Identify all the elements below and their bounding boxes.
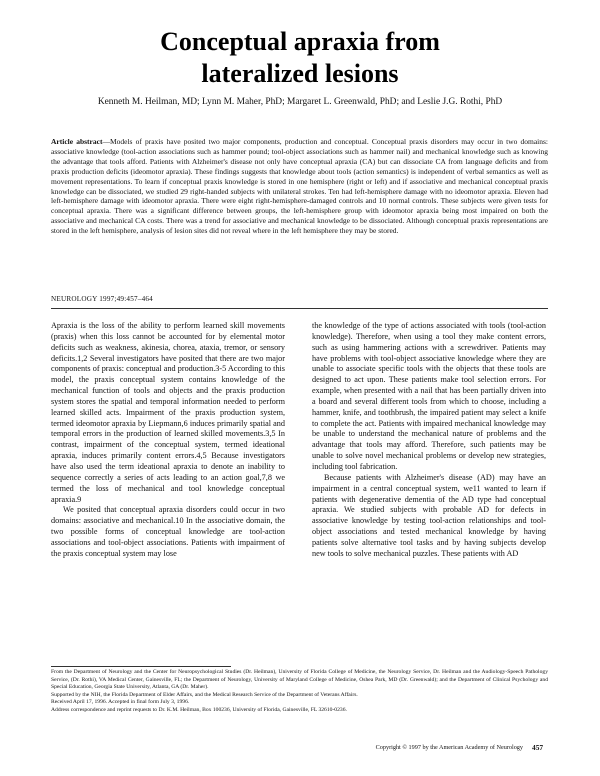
author-list: Kenneth M. Heilman, MD; Lynn M. Maher, PhD; Margaret L. Greenwald, PhD; and Leslie J.G. Rothi, PhD [97,97,503,107]
copyright-line: Copyright © 1997 by the American Academy of Neurology [375,744,523,751]
article-title [0,26,600,90]
page-number: 457 [532,743,544,752]
body-paragraph: Because patients with Alzheimer's disease (AD) may have an impairment in a central conceptual system, we11 wanted to learn if patients with degenerative dementia of the AD type had conceptual apraxia. We studied subjects with probable AD for defects in associative knowledge by testing tool-action relationships and tool-object associations and tested mechanical knowledge by having patients solve alternative tool tasks and by having subjects develop new tools to solve mechanical puzzles. These patients with AD [312,472,546,558]
footnote-support: Supported by the NIH, the Florida Department of Elder Affairs, and the Medical Research Service of the Department of Veterans Affairs. [51,691,358,698]
body-paragraph: the knowledge of the type of actions associated with tools (tool-action knowledge). Therefore, when using a tool they make content errors, such as using hammering actions with a screwdriver. Patients may have problems with tool-object associative knowledge where they are unable to associate specific tools with the objects that these tools are designed to act upon. These patients make tool selection errors. For example, when presented with a nail that has been partially driven into a board and several different tools from which to choose, including a hammer, knife, and toothbrush, the impaired patient may select a knife to complete the act. Patients with impaired mechanical knowledge may be unable to understand the mechanical nature of problems and the advantage that tools may afford. Therefore, such patients may be unable to solve novel mechanical problems or develop new strategies, including tool fabrication. [312,321,546,471]
abstract-divider [51,308,548,309]
body-column-left [51,321,285,560]
title-line-1: Conceptual apraxia from [160,27,440,56]
footnote-dates: Received April 17, 1996. Accepted in final form July 3, 1996. [51,699,190,706]
footnote-divider [51,666,231,667]
footnotes [51,669,548,715]
body-paragraph: Apraxia is the loss of the ability to perform learned skill movements (praxis) when this loss cannot be accounted for by elemental motor deficits such as weakness, akinesia, chorea, ataxia, tremor, or sensory deficits.1,2 Several investigators have posited that there are two major components of praxis: conceptual and production.3-5 According to this model, the praxis conceptual system contains knowledge of the mechanical function of tools and objects and the praxis production system stores the spatial and temporal information needed to perform learned skilled acts. Impairment of the praxis production system, termed ideomotor apraxia by Liepmann,6 induces primarily spatial and temporal errors in the production of learned skilled movements.3,5 In contrast, impairment of the conceptual system, termed ideational apraxia, induces primarily content errors.4,5 Because investigators have also used the term ideational apraxia to denote an inability to sequence correctly a series of acts leading to an action goal,7,8 we termed the loss of mechanical and tool knowledge conceptual apraxia.9 [51,321,285,504]
body-paragraph: We posited that conceptual apraxia disorders could occur in two domains: associative and mechanical.10 In the associative domain, the two possible forms of conceptual knowledge are tool-action associations and tool-object associations. Patients with impairment of the praxis conceptual system may lose [51,505,285,558]
journal-citation: NEUROLOGY 1997;49:457–464 [51,295,153,303]
footnote-correspondence: Address correspondence and reprint requests to Dr. K.M. Heilman, Box 100236, University of Florida, Gainesville, FL 32610-0236. [51,706,347,713]
abstract [51,137,548,236]
footnote-affiliations: From the Department of Neurology and the Center for Neuropsychological Studies (Dr. Heilman), University of Florida College of Medicine, the Neurology Service, Dr. Heilman and the Audiology-Speech Pathology Service, (Dr. Rothi), VA Medical Center, Gainesville, FL; the Department of Neurology, University of Maryland College of Medicine, Oshea Park, MD (Dr. Greenwald); and the Department of Clinical Psychology and Special Education, Georgia State University, Atlanta, GA (Dr. Maher). [51,669,548,691]
title-line-2: lateralized lesions [201,59,399,88]
abstract-text: —Models of praxis have posited two major components, production and conceptual. Conceptual praxis disorders may occur in two domains: associative knowledge (tool-action associations such as hammer pound; tool-object associations such as hammer nail) and mechanical knowledge such as knowing the advantage that tools afford. Patients with Alzheimer's disease not only have conceptual apraxia (CA) but can dissociate CA from language deficits and from praxis production deficits (ideomotor apraxia). These findings suggests that knowledge about tools (action semantics) is independent of verbal semantics as well as movement representations. To learn if conceptual praxis knowledge is stored in one hemisphere (right or left) and if associative and mechanical conceptual praxis knowledge can be dissociated, we studied 29 right-handed subjects with unilateral strokes. Ten had left-hemisphere damage with no ideomotor apraxia. Eleven had left-hemisphere damage with ideomotor apraxia. There were eight right-hemisphere-damaged controls and 10 normal controls. These subjects were given tests for conceptual apraxia. There was a significant difference between groups, the left-hemisphere group with ideomotor apraxia being most impaired on both the associative and mechanical CA costs. There was a trend for associative and mechanical knowledge to be dissociated. Although conceptual praxis representations are stored in the left hemisphere, analysis of lesion sites did not reveal where in the left hemisphere they may be stored. [51,137,548,236]
abstract-label: Article abstract [51,137,103,146]
body-column-right [312,321,546,560]
